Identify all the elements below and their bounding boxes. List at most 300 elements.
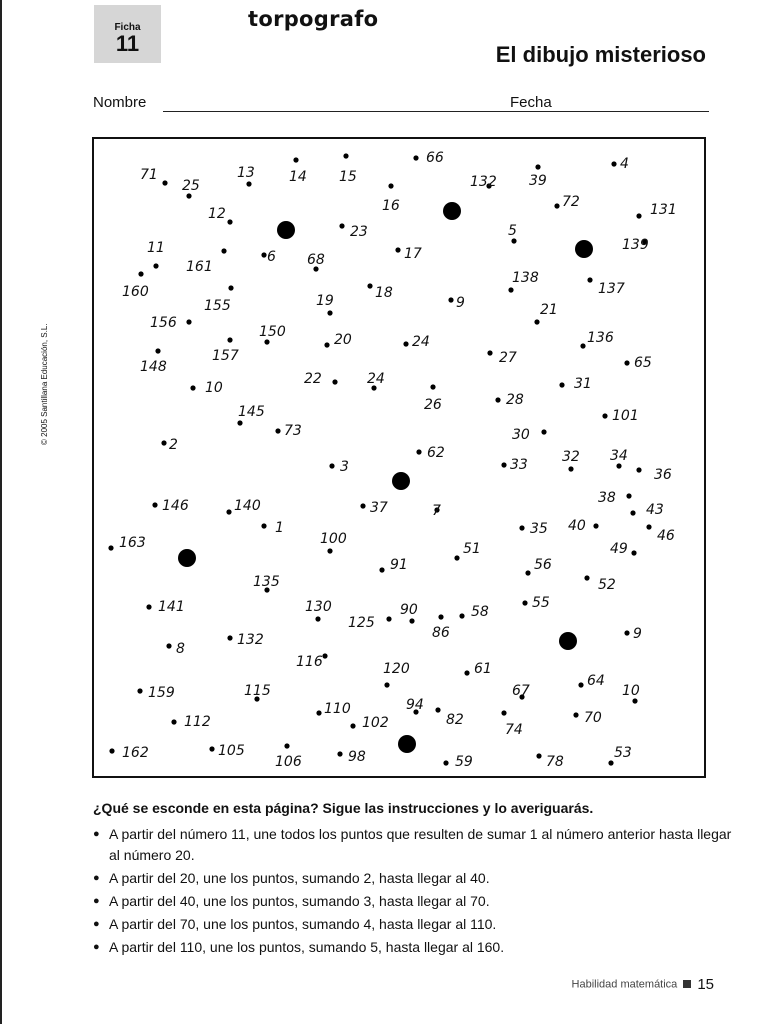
dot-number-label: 18: [375, 285, 393, 301]
puzzle-dot-8[interactable]: [166, 641, 185, 657]
puzzle-dot-26[interactable]: [424, 384, 442, 413]
puzzle-dot-115[interactable]: [244, 683, 271, 702]
puzzle-dot-5[interactable]: [508, 223, 517, 244]
page-edge-rule: [0, 0, 2, 1024]
dot-number-label: 56: [534, 557, 552, 573]
dot-number-label: 161: [186, 259, 213, 275]
puzzle-dot-30[interactable]: [512, 427, 547, 443]
dot-number-label: 3: [340, 459, 349, 475]
puzzle-dot-35[interactable]: [519, 521, 548, 537]
dot-number-label: 86: [432, 625, 450, 641]
puzzle-dot-20[interactable]: [324, 332, 352, 348]
puzzle-dot-141[interactable]: [146, 599, 184, 615]
dot-marker[interactable]: [587, 277, 592, 282]
dot-marker[interactable]: [454, 555, 459, 560]
puzzle-dot-91[interactable]: [379, 557, 407, 573]
dot-number-label: 34: [610, 448, 628, 464]
puzzle-dot-137[interactable]: [587, 277, 624, 297]
dot-marker[interactable]: [109, 748, 114, 753]
puzzle-dot-64[interactable]: [578, 673, 604, 689]
instruction-item: ● A partir del 110, une los puntos, sumando 5, hasta llegar al 160.: [93, 937, 733, 958]
page-number: 15: [697, 976, 714, 993]
dot-marker[interactable]: [152, 502, 157, 507]
dot-marker[interactable]: [227, 635, 232, 640]
puzzle-dot-86[interactable]: [432, 614, 450, 641]
dot-marker[interactable]: [559, 382, 564, 387]
dot-marker[interactable]: [501, 462, 506, 467]
puzzle-dot-40[interactable]: [568, 518, 599, 534]
reference-big-dot: [559, 632, 577, 650]
dot-marker[interactable]: [137, 688, 142, 693]
dot-marker[interactable]: [578, 682, 583, 687]
dot-marker[interactable]: [209, 746, 214, 751]
puzzle-dot-9[interactable]: [448, 295, 465, 311]
dot-number-label: 132: [470, 174, 497, 190]
dot-number-label: 49: [610, 541, 628, 557]
dot-marker[interactable]: [227, 219, 232, 224]
puzzle-dot-10[interactable]: [622, 683, 640, 704]
puzzle-dot-73[interactable]: [275, 423, 301, 439]
worksheet-number: 11: [115, 31, 140, 56]
dot-marker[interactable]: [166, 643, 171, 648]
dot-marker[interactable]: [162, 180, 167, 185]
dot-number-label: 20: [334, 332, 352, 348]
puzzle-dot-65[interactable]: [624, 355, 652, 371]
puzzle-dot-43[interactable]: [630, 502, 663, 518]
dot-marker[interactable]: [525, 570, 530, 575]
dot-number-label: 55: [532, 595, 550, 611]
puzzle-dot-90[interactable]: [400, 602, 418, 624]
dot-number-label: 59: [455, 754, 473, 770]
dot-number-label: 101: [612, 408, 639, 424]
dot-number-label: 155: [204, 298, 231, 314]
puzzle-dot-25[interactable]: [182, 178, 200, 199]
puzzle-dot-139[interactable]: [622, 237, 649, 253]
dot-marker[interactable]: [403, 341, 408, 346]
dot-marker[interactable]: [388, 183, 393, 188]
dot-number-label: 16: [382, 198, 400, 214]
puzzle-dot-110[interactable]: [316, 701, 350, 717]
dot-marker[interactable]: [430, 384, 435, 389]
puzzle-dot-120[interactable]: [383, 661, 410, 688]
dot-marker[interactable]: [171, 719, 176, 724]
puzzle-dot-135[interactable]: [253, 574, 280, 593]
dot-number-label: 139: [622, 237, 649, 253]
dot-number-label: 43: [646, 502, 664, 518]
dot-number-label: 26: [424, 397, 442, 413]
puzzle-dot-3[interactable]: [329, 459, 349, 475]
dot-marker[interactable]: [261, 523, 266, 528]
dot-number-label: 116: [296, 654, 323, 670]
puzzle-dot-71[interactable]: [140, 167, 168, 186]
dot-number-label: 11: [147, 240, 165, 256]
puzzle-dot-112[interactable]: [171, 714, 210, 730]
dot-marker[interactable]: [360, 503, 365, 508]
dot-marker[interactable]: [138, 271, 143, 276]
dot-number-label: 39: [529, 173, 547, 189]
worksheet-badge: [94, 5, 161, 63]
dot-number-label: 146: [162, 498, 189, 514]
dot-marker[interactable]: [626, 493, 631, 498]
puzzle-dot-78[interactable]: [536, 753, 564, 770]
dot-marker[interactable]: [327, 548, 332, 553]
puzzle-dot-38[interactable]: [598, 490, 632, 506]
puzzle-dot-24[interactable]: [367, 371, 385, 391]
dot-marker[interactable]: [608, 760, 613, 765]
puzzle-dot-125[interactable]: [348, 615, 392, 631]
dot-number-label: 1: [275, 520, 284, 536]
date-field[interactable]: [569, 111, 709, 112]
dot-marker[interactable]: [573, 712, 578, 717]
puzzle-dot-138[interactable]: [508, 270, 538, 293]
puzzle-dot-15[interactable]: [339, 153, 357, 185]
puzzle-dot-130[interactable]: [305, 599, 332, 622]
puzzle-dot-101[interactable]: [602, 408, 638, 424]
dot-number-label: 66: [426, 150, 444, 166]
dot-number-label: 138: [512, 270, 539, 286]
dot-marker[interactable]: [611, 161, 616, 166]
dot-marker[interactable]: [386, 616, 391, 621]
dot-marker[interactable]: [508, 287, 513, 292]
dot-number-label: 136: [587, 330, 614, 346]
dot-marker[interactable]: [459, 613, 464, 618]
puzzle-dot-132[interactable]: [227, 632, 263, 648]
dot-number-label: 67: [512, 683, 530, 699]
dot-marker[interactable]: [155, 348, 160, 353]
dot-marker[interactable]: [541, 429, 546, 434]
dot-marker[interactable]: [534, 319, 539, 324]
puzzle-dot-131[interactable]: [636, 202, 676, 219]
dot-marker[interactable]: [522, 600, 527, 605]
puzzle-dot-51[interactable]: [454, 541, 480, 561]
dot-number-label: 120: [383, 661, 410, 677]
dot-marker[interactable]: [315, 616, 320, 621]
dot-marker[interactable]: [327, 310, 332, 315]
dot-number-label: 106: [275, 754, 302, 770]
puzzle-dot-100[interactable]: [320, 531, 347, 554]
dot-number-label: 4: [620, 156, 629, 172]
puzzle-dot-10[interactable]: [190, 380, 223, 396]
dot-number-label: 68: [307, 252, 325, 268]
dot-marker[interactable]: [395, 247, 400, 252]
dot-number-label: 21: [540, 302, 558, 318]
dot-number-label: 9: [456, 295, 465, 311]
puzzle-dot-37[interactable]: [360, 500, 388, 516]
puzzle-dot-58[interactable]: [459, 604, 489, 620]
dot-number-label: 15: [339, 169, 357, 185]
worksheet-badge-label: Ficha: [114, 22, 141, 33]
dot-marker[interactable]: [416, 449, 421, 454]
puzzle-dot-56[interactable]: [525, 557, 552, 576]
dot-number-label: 30: [512, 427, 530, 443]
puzzle-dot-4[interactable]: [611, 156, 629, 172]
puzzle-dot-18[interactable]: [367, 283, 393, 301]
dot-number-label: 145: [238, 404, 265, 420]
puzzle-dot-105[interactable]: [209, 743, 244, 759]
puzzle-dot-34[interactable]: [610, 448, 628, 469]
dot-marker[interactable]: [536, 753, 541, 758]
puzzle-dot-31[interactable]: [559, 376, 591, 392]
dot-marker[interactable]: [186, 319, 191, 324]
puzzle-dot-39[interactable]: [529, 164, 547, 189]
dot-number-label: 24: [412, 334, 430, 350]
instruction-item: ● A partir del 40, une los puntos, sumando 3, hasta llegar al 70.: [93, 891, 733, 912]
dot-number-label: 23: [350, 224, 368, 240]
dot-number-label: 33: [510, 457, 528, 473]
dot-number-label: 110: [324, 701, 351, 717]
puzzle-dot-106[interactable]: [275, 743, 302, 770]
puzzle-dot-59[interactable]: [443, 754, 473, 770]
puzzle-dot-61[interactable]: [464, 661, 491, 677]
dot-number-label: 19: [316, 293, 334, 309]
dot-marker[interactable]: [568, 466, 573, 471]
dot-number-label: 24: [367, 371, 385, 387]
dot-number-label: 70: [584, 710, 602, 726]
puzzle-dot-36[interactable]: [636, 467, 672, 483]
dot-marker[interactable]: [322, 653, 327, 658]
puzzle-dot-102[interactable]: [350, 715, 388, 731]
dot-marker[interactable]: [221, 248, 226, 253]
dot-marker[interactable]: [448, 297, 453, 302]
dot-number-label: 115: [244, 683, 271, 699]
dot-marker[interactable]: [519, 525, 524, 530]
puzzle-dot-132[interactable]: [470, 174, 497, 190]
puzzle-dot-160[interactable]: [122, 271, 149, 300]
dot-marker[interactable]: [495, 397, 500, 402]
dot-number-label: 35: [530, 521, 548, 537]
dot-marker[interactable]: [275, 428, 280, 433]
copyright-notice: © 2005 Santillana Educación, S.L.: [40, 323, 49, 445]
dot-marker[interactable]: [293, 157, 298, 162]
dot-number-label: 64: [587, 673, 605, 689]
puzzle-dot-163[interactable]: [108, 535, 145, 551]
dot-number-label: 98: [348, 749, 366, 765]
brand-logo-text: torpografo: [248, 7, 379, 31]
dot-number-label: 78: [546, 754, 564, 770]
dot-number-label: 135: [253, 574, 280, 590]
dot-number-label: 52: [598, 577, 616, 593]
dot-marker[interactable]: [186, 193, 191, 198]
dot-marker[interactable]: [246, 181, 251, 186]
dot-marker[interactable]: [261, 252, 266, 257]
puzzle-dot-72[interactable]: [554, 194, 580, 210]
dot-marker[interactable]: [438, 614, 443, 619]
dot-marker[interactable]: [379, 567, 384, 572]
puzzle-dot-32[interactable]: [562, 449, 580, 472]
puzzle-dot-74[interactable]: [501, 710, 522, 738]
dot-marker[interactable]: [190, 385, 195, 390]
dot-number-label: 31: [574, 376, 592, 392]
puzzle-dot-66[interactable]: [413, 150, 444, 166]
dot-number-label: 25: [182, 178, 200, 194]
puzzle-dot-24[interactable]: [403, 334, 429, 350]
student-info-row: [93, 94, 709, 116]
dot-number-label: 130: [305, 599, 332, 615]
puzzle-dot-157[interactable]: [212, 337, 239, 364]
name-field[interactable]: [163, 111, 590, 112]
dot-marker[interactable]: [367, 283, 372, 288]
puzzle-dot-11[interactable]: [147, 240, 165, 269]
dot-marker[interactable]: [343, 153, 348, 158]
puzzle-dot-16[interactable]: [382, 183, 400, 214]
reference-big-dot: [398, 735, 416, 753]
puzzle-dot-136[interactable]: [580, 330, 613, 349]
puzzle-dot-82[interactable]: [435, 707, 464, 728]
dot-marker[interactable]: [511, 238, 516, 243]
dot-number-label: 9: [633, 626, 642, 642]
dot-number-label: 163: [119, 535, 146, 551]
dot-marker[interactable]: [332, 379, 337, 384]
puzzle-dot-14[interactable]: [289, 157, 307, 185]
dot-number-label: 102: [362, 715, 389, 731]
dot-number-label: 10: [622, 683, 640, 699]
puzzle-dot-70[interactable]: [573, 710, 602, 726]
reference-big-dot: [277, 221, 295, 239]
dot-number-label: 53: [614, 745, 632, 761]
puzzle-dot-161[interactable]: [186, 248, 227, 275]
reference-big-dot: [178, 549, 196, 567]
dot-number-label: 2: [169, 437, 178, 453]
dot-marker[interactable]: [624, 630, 629, 635]
puzzle-dot-19[interactable]: [316, 293, 334, 316]
dot-marker[interactable]: [487, 350, 492, 355]
puzzle-dot-23[interactable]: [339, 223, 367, 240]
dot-marker[interactable]: [337, 751, 342, 756]
dot-number-label: 105: [218, 743, 245, 759]
dot-marker[interactable]: [501, 710, 506, 715]
dot-number-label: 27: [499, 350, 517, 366]
dot-number-label: 159: [148, 685, 175, 701]
dot-marker[interactable]: [584, 575, 589, 580]
dot-marker[interactable]: [535, 164, 540, 169]
puzzle-dot-1[interactable]: [261, 520, 284, 536]
dot-number-label: 13: [237, 165, 255, 181]
dot-number-label: 36: [654, 467, 672, 483]
dot-marker[interactable]: [554, 203, 559, 208]
puzzle-dot-55[interactable]: [522, 595, 550, 611]
puzzle-dot-159[interactable]: [137, 685, 174, 701]
page-title: El dibujo misterioso: [495, 42, 706, 67]
puzzle-dot-27[interactable]: [487, 350, 517, 366]
puzzle-dot-33[interactable]: [501, 457, 527, 473]
puzzle-dot-156[interactable]: [150, 315, 192, 331]
dot-marker[interactable]: [636, 467, 641, 472]
dot-marker[interactable]: [108, 545, 113, 550]
puzzle-dot-98[interactable]: [337, 749, 366, 765]
dot-marker[interactable]: [237, 420, 242, 425]
dot-number-label: 141: [158, 599, 185, 615]
puzzle-dot-28[interactable]: [495, 392, 524, 408]
dot-number-label: 162: [122, 745, 149, 761]
dot-number-label: 65: [634, 355, 652, 371]
dot-marker[interactable]: [384, 682, 389, 687]
dot-marker[interactable]: [409, 618, 414, 623]
puzzle-dot-150[interactable]: [259, 324, 286, 345]
dot-number-label: 150: [259, 324, 286, 340]
puzzle-dot-49[interactable]: [610, 541, 637, 557]
dot-number-label: 61: [474, 661, 492, 677]
dot-marker[interactable]: [580, 343, 585, 348]
dot-marker[interactable]: [631, 550, 636, 555]
puzzle-dot-6[interactable]: [261, 249, 276, 265]
puzzle-dot-7[interactable]: [432, 503, 441, 519]
dot-marker[interactable]: [593, 523, 598, 528]
dot-number-label: 14: [289, 169, 307, 185]
puzzle-dot-67[interactable]: [512, 683, 530, 700]
instruction-item: ● A partir del número 11, une todos los puntos que resulten de sumar 1 al número anterior hasta llegar al número 20.: [93, 824, 733, 866]
dot-marker[interactable]: [646, 524, 651, 529]
dot-number-label: 74: [505, 722, 523, 738]
puzzle-dot-17[interactable]: [395, 246, 422, 262]
dot-marker[interactable]: [616, 463, 621, 468]
puzzle-dot-62[interactable]: [416, 445, 445, 461]
dot-marker[interactable]: [146, 604, 151, 609]
name-label: Nombre: [93, 94, 147, 111]
dot-number-label: 157: [212, 348, 239, 364]
dot-marker[interactable]: [324, 342, 329, 347]
dot-marker[interactable]: [632, 698, 637, 703]
puzzle-dot-162[interactable]: [109, 745, 148, 761]
puzzle-dot-22[interactable]: [304, 371, 338, 387]
dot-number-label: 137: [598, 281, 625, 297]
dot-marker[interactable]: [636, 213, 641, 218]
puzzle-dot-9[interactable]: [624, 626, 642, 642]
dot-marker[interactable]: [329, 463, 334, 468]
puzzle-dot-94[interactable]: [406, 697, 424, 715]
puzzle-dot-2[interactable]: [161, 437, 178, 453]
puzzle-dot-21[interactable]: [534, 302, 557, 325]
puzzle-dot-148[interactable]: [140, 348, 167, 375]
dot-marker[interactable]: [226, 509, 231, 514]
dot-marker[interactable]: [413, 155, 418, 160]
dot-number-label: 73: [284, 423, 302, 439]
puzzle-dot-155[interactable]: [204, 285, 234, 314]
puzzle-dot-116[interactable]: [296, 653, 328, 670]
dot-marker[interactable]: [161, 440, 166, 445]
dot-marker[interactable]: [464, 670, 469, 675]
puzzle-dot-53[interactable]: [608, 745, 631, 766]
puzzle-dot-12[interactable]: [208, 206, 233, 225]
dot-number-label: 10: [205, 380, 223, 396]
dot-number-label: 90: [400, 602, 418, 618]
dot-marker[interactable]: [228, 285, 233, 290]
dot-marker[interactable]: [264, 339, 269, 344]
dot-marker[interactable]: [630, 510, 635, 515]
puzzle-dot-46[interactable]: [646, 524, 675, 544]
puzzle-dot-68[interactable]: [307, 252, 325, 272]
puzzle-dot-145[interactable]: [237, 404, 264, 426]
dot-number-label: 72: [562, 194, 580, 210]
footer-square-icon: [683, 980, 691, 988]
dot-marker[interactable]: [435, 707, 440, 712]
dot-number-label: 40: [568, 518, 586, 534]
dot-marker[interactable]: [602, 413, 607, 418]
dot-marker[interactable]: [227, 337, 232, 342]
dot-marker[interactable]: [316, 710, 321, 715]
puzzle-dot-140[interactable]: [226, 498, 260, 515]
instruction-item: ● A partir del 20, une los puntos, sumando 2, hasta llegar al 40.: [93, 868, 733, 889]
dot-marker[interactable]: [153, 263, 158, 268]
dot-number-label: 160: [122, 284, 149, 300]
dot-marker[interactable]: [350, 723, 355, 728]
dot-marker[interactable]: [284, 743, 289, 748]
dot-marker[interactable]: [443, 760, 448, 765]
dot-marker[interactable]: [339, 223, 344, 228]
dot-marker[interactable]: [624, 360, 629, 365]
puzzle-dot-146[interactable]: [152, 498, 188, 514]
puzzle-dot-13[interactable]: [237, 165, 255, 187]
puzzle-dot-52[interactable]: [584, 575, 616, 593]
